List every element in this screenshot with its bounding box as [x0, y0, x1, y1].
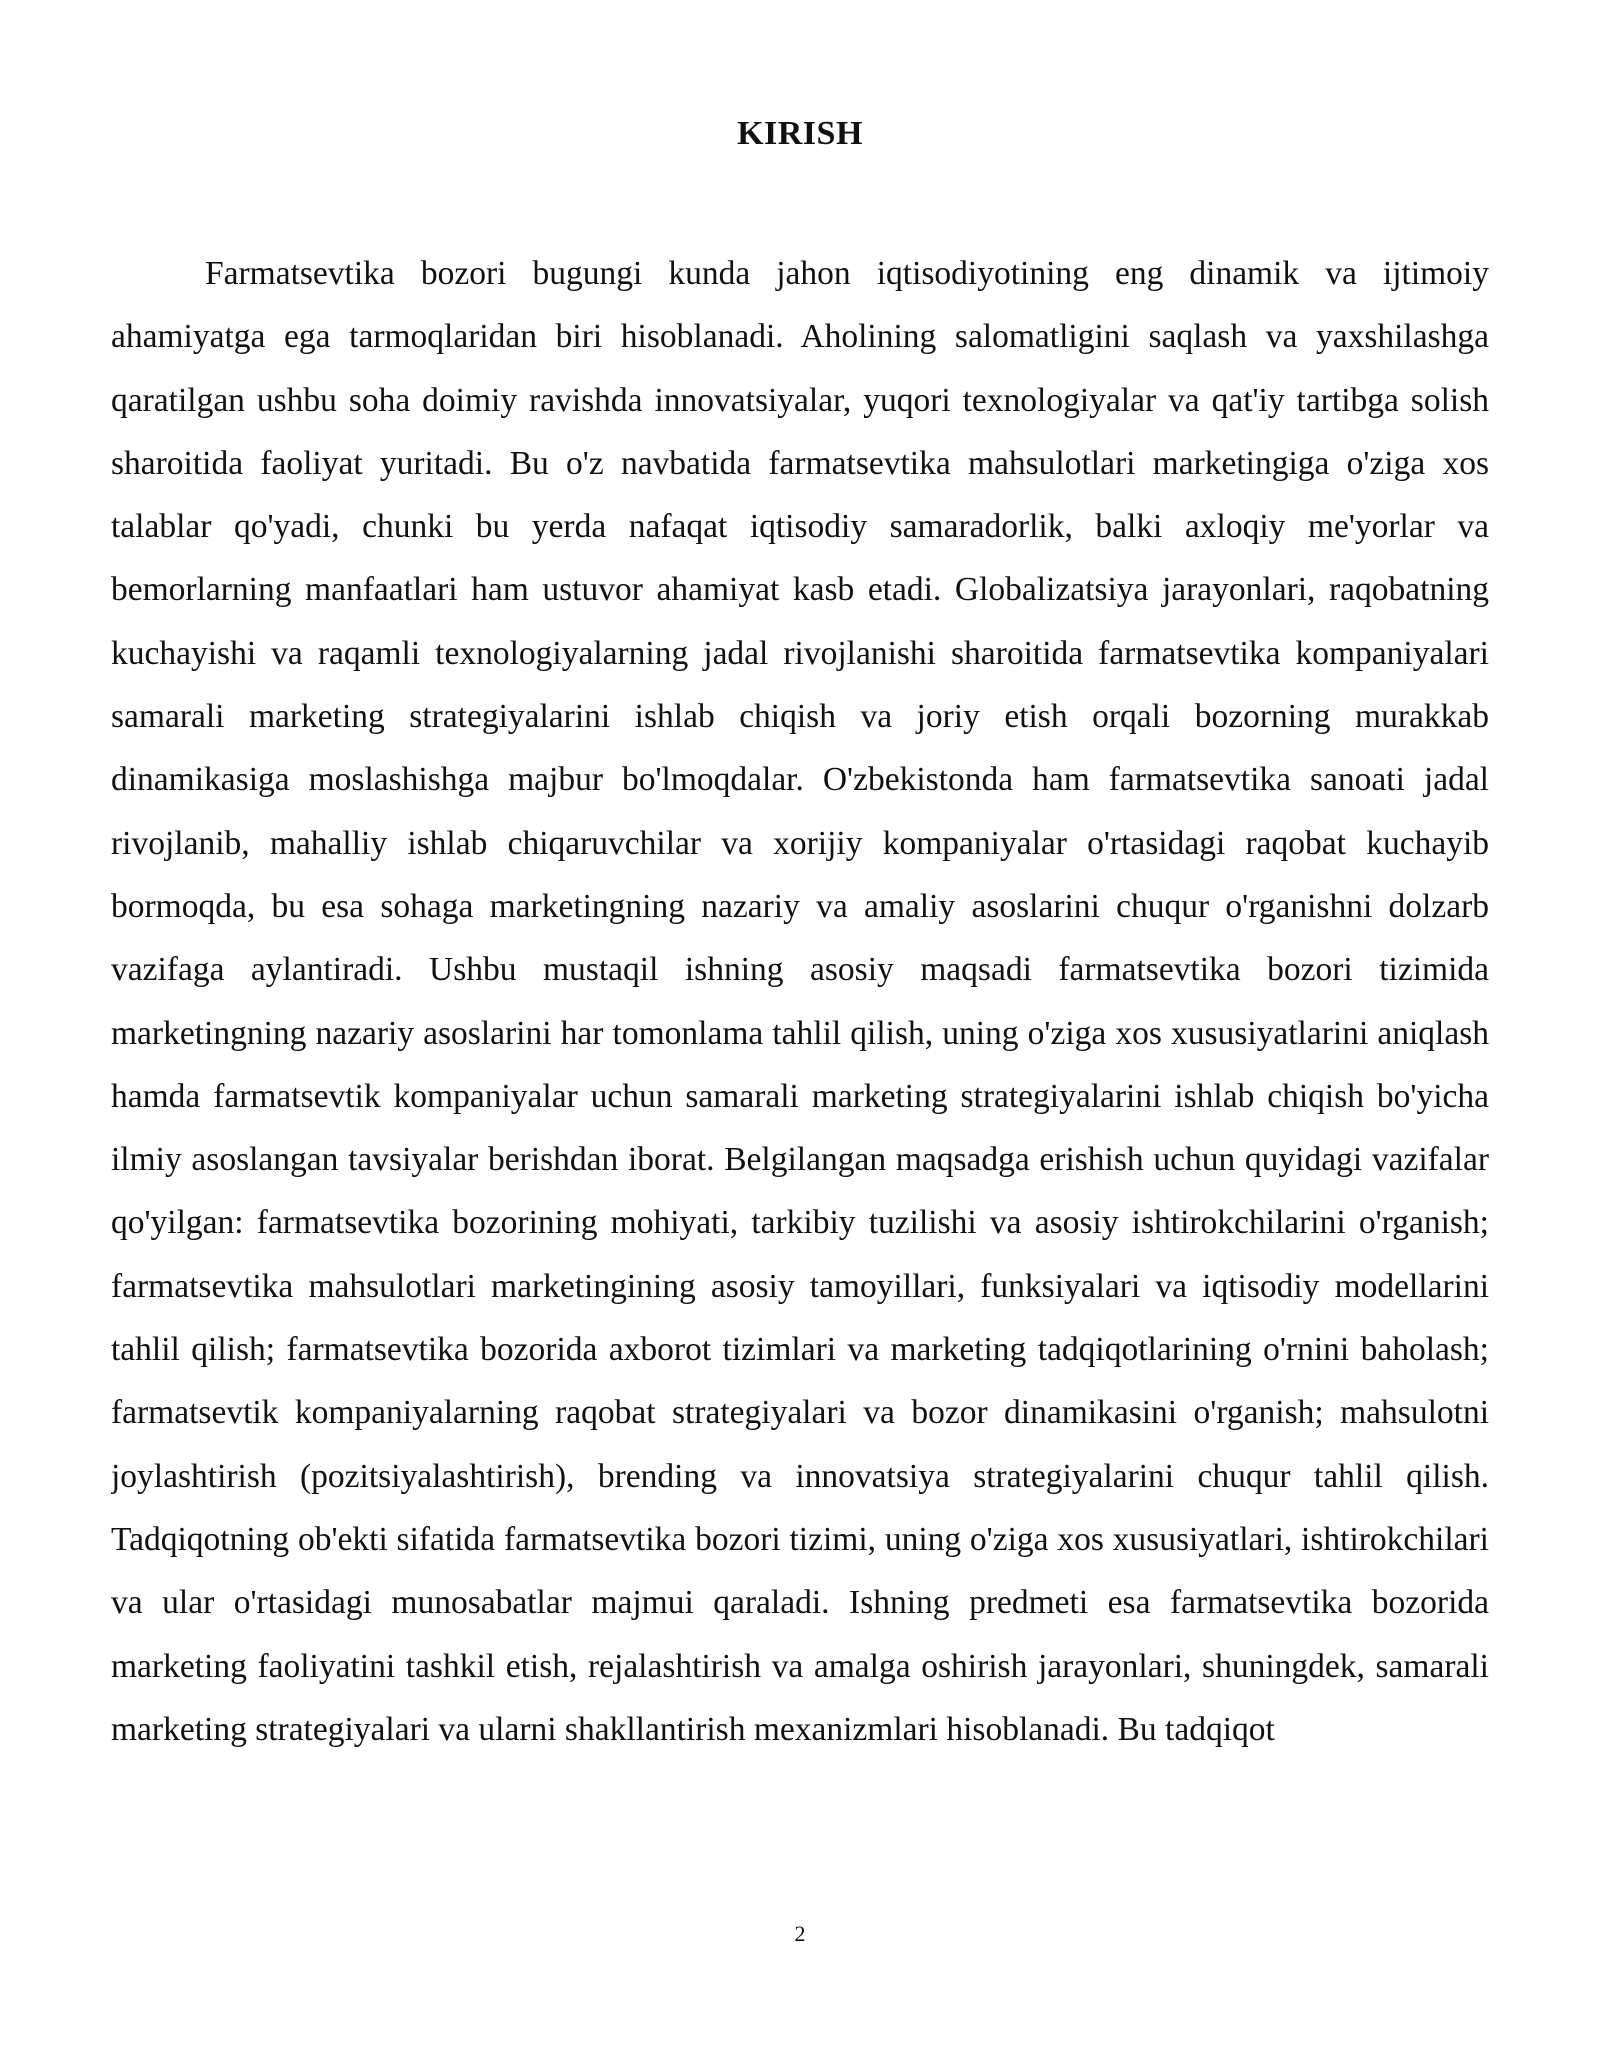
page-number: 2	[794, 1921, 806, 1946]
section-heading: KIRISH	[737, 115, 863, 152]
body-paragraph: Farmatsevtika bozori bugungi kunda jahon iqtisodiyotining eng dinamik va ijtimoiy ahamiyatga ega tarmoqlaridan biri hisoblanadi. Aholining salomatligini saqlash va yaxshilashga qaratilgan ushbu soha doimiy ravishda innovatsiyalar, yuqori texnologiyalar va qat'iy tartibga solish sharoitida faoliyat yuritadi. Bu o'z navbatida farmatsevtika mahsulotlari marketingiga o'ziga xos talablar qo'yadi, chunki bu yerda nafaqat iqtisodiy samaradorlik, balki axloqiy me'yorlar va bemorlarning manfaatlari ham ustuvor ahamiyat kasb etadi. Globalizatsiya jarayonlari, raqobatning kuchayishi va raqamli texnologiyalarning jadal rivojlanishi sharoitida farmatsevtika kompaniyalari samarali marketing strategiyalarini ishlab chiqish va joriy etish orqali bozorning murakkab dinamikasiga moslashishga majbur bo'lmoqdalar. O'zbekistonda ham farmatsevtika sanoati jadal rivojlanib, mahalliy ishlab chiqaruvchilar va xorijiy kompaniyalar o'rtasidagi raqobat kuchayib bormoqda, bu esa sohaga marketingning nazariy va amaliy asoslarini chuqur o'rganishni dolzarb vazifaga aylantiradi. Ushbu mustaqil ishning asosiy maqsadi farmatsevtika bozori tizimida marketingning nazariy asoslarini har tomonlama tahlil qilish, uning o'ziga xos xususiyatlarini aniqlash hamda farmatsevtik kompaniyalar uchun samarali marketing strategiyalarini ishlab chiqish bo'yicha ilmiy asoslangan tavsiyalar berishdan iborat. Belgilangan maqsadga erishish uchun quyidagi vazifalar qo'yilgan: farmatsevtika bozorining mohiyati, tarkibiy tuzilishi va asosiy ishtirokchilarini o'rganish; farmatsevtika mahsulotlari marketingining asosiy tamoyillari, funksiyalari va iqtisodiy modellarini tahlil qilish; farmatsevtika bozorida axborot tizimlari va marketing tadqiqotlarining o'rnini baholash; farmatsevtik kompaniyalarning raqobat strategiyalari va bozor dinamikasini o'rganish; mahsulotni joylashtirish (pozitsiyalashtirish), brending va innovatsiya strategiyalarini chuqur tahlil qilish. Tadqiqotning ob'ekti sifatida farmatsevtika bozori tizimi, uning o'ziga xos xususiyatlari, ishtirokchilari va ular o'rtasidagi munosabatlar majmui qaraladi. Ishning predmeti esa farmatsevtika bozorida marketing faoliyatini tashkil etish, rejalashtirish va amalga oshirish jarayonlari, shuningdek, samarali marketing strategiyalari va ularni shakllantirish mexanizmlari hisoblanadi. Bu tadqiqot	[111, 255, 1489, 1748]
